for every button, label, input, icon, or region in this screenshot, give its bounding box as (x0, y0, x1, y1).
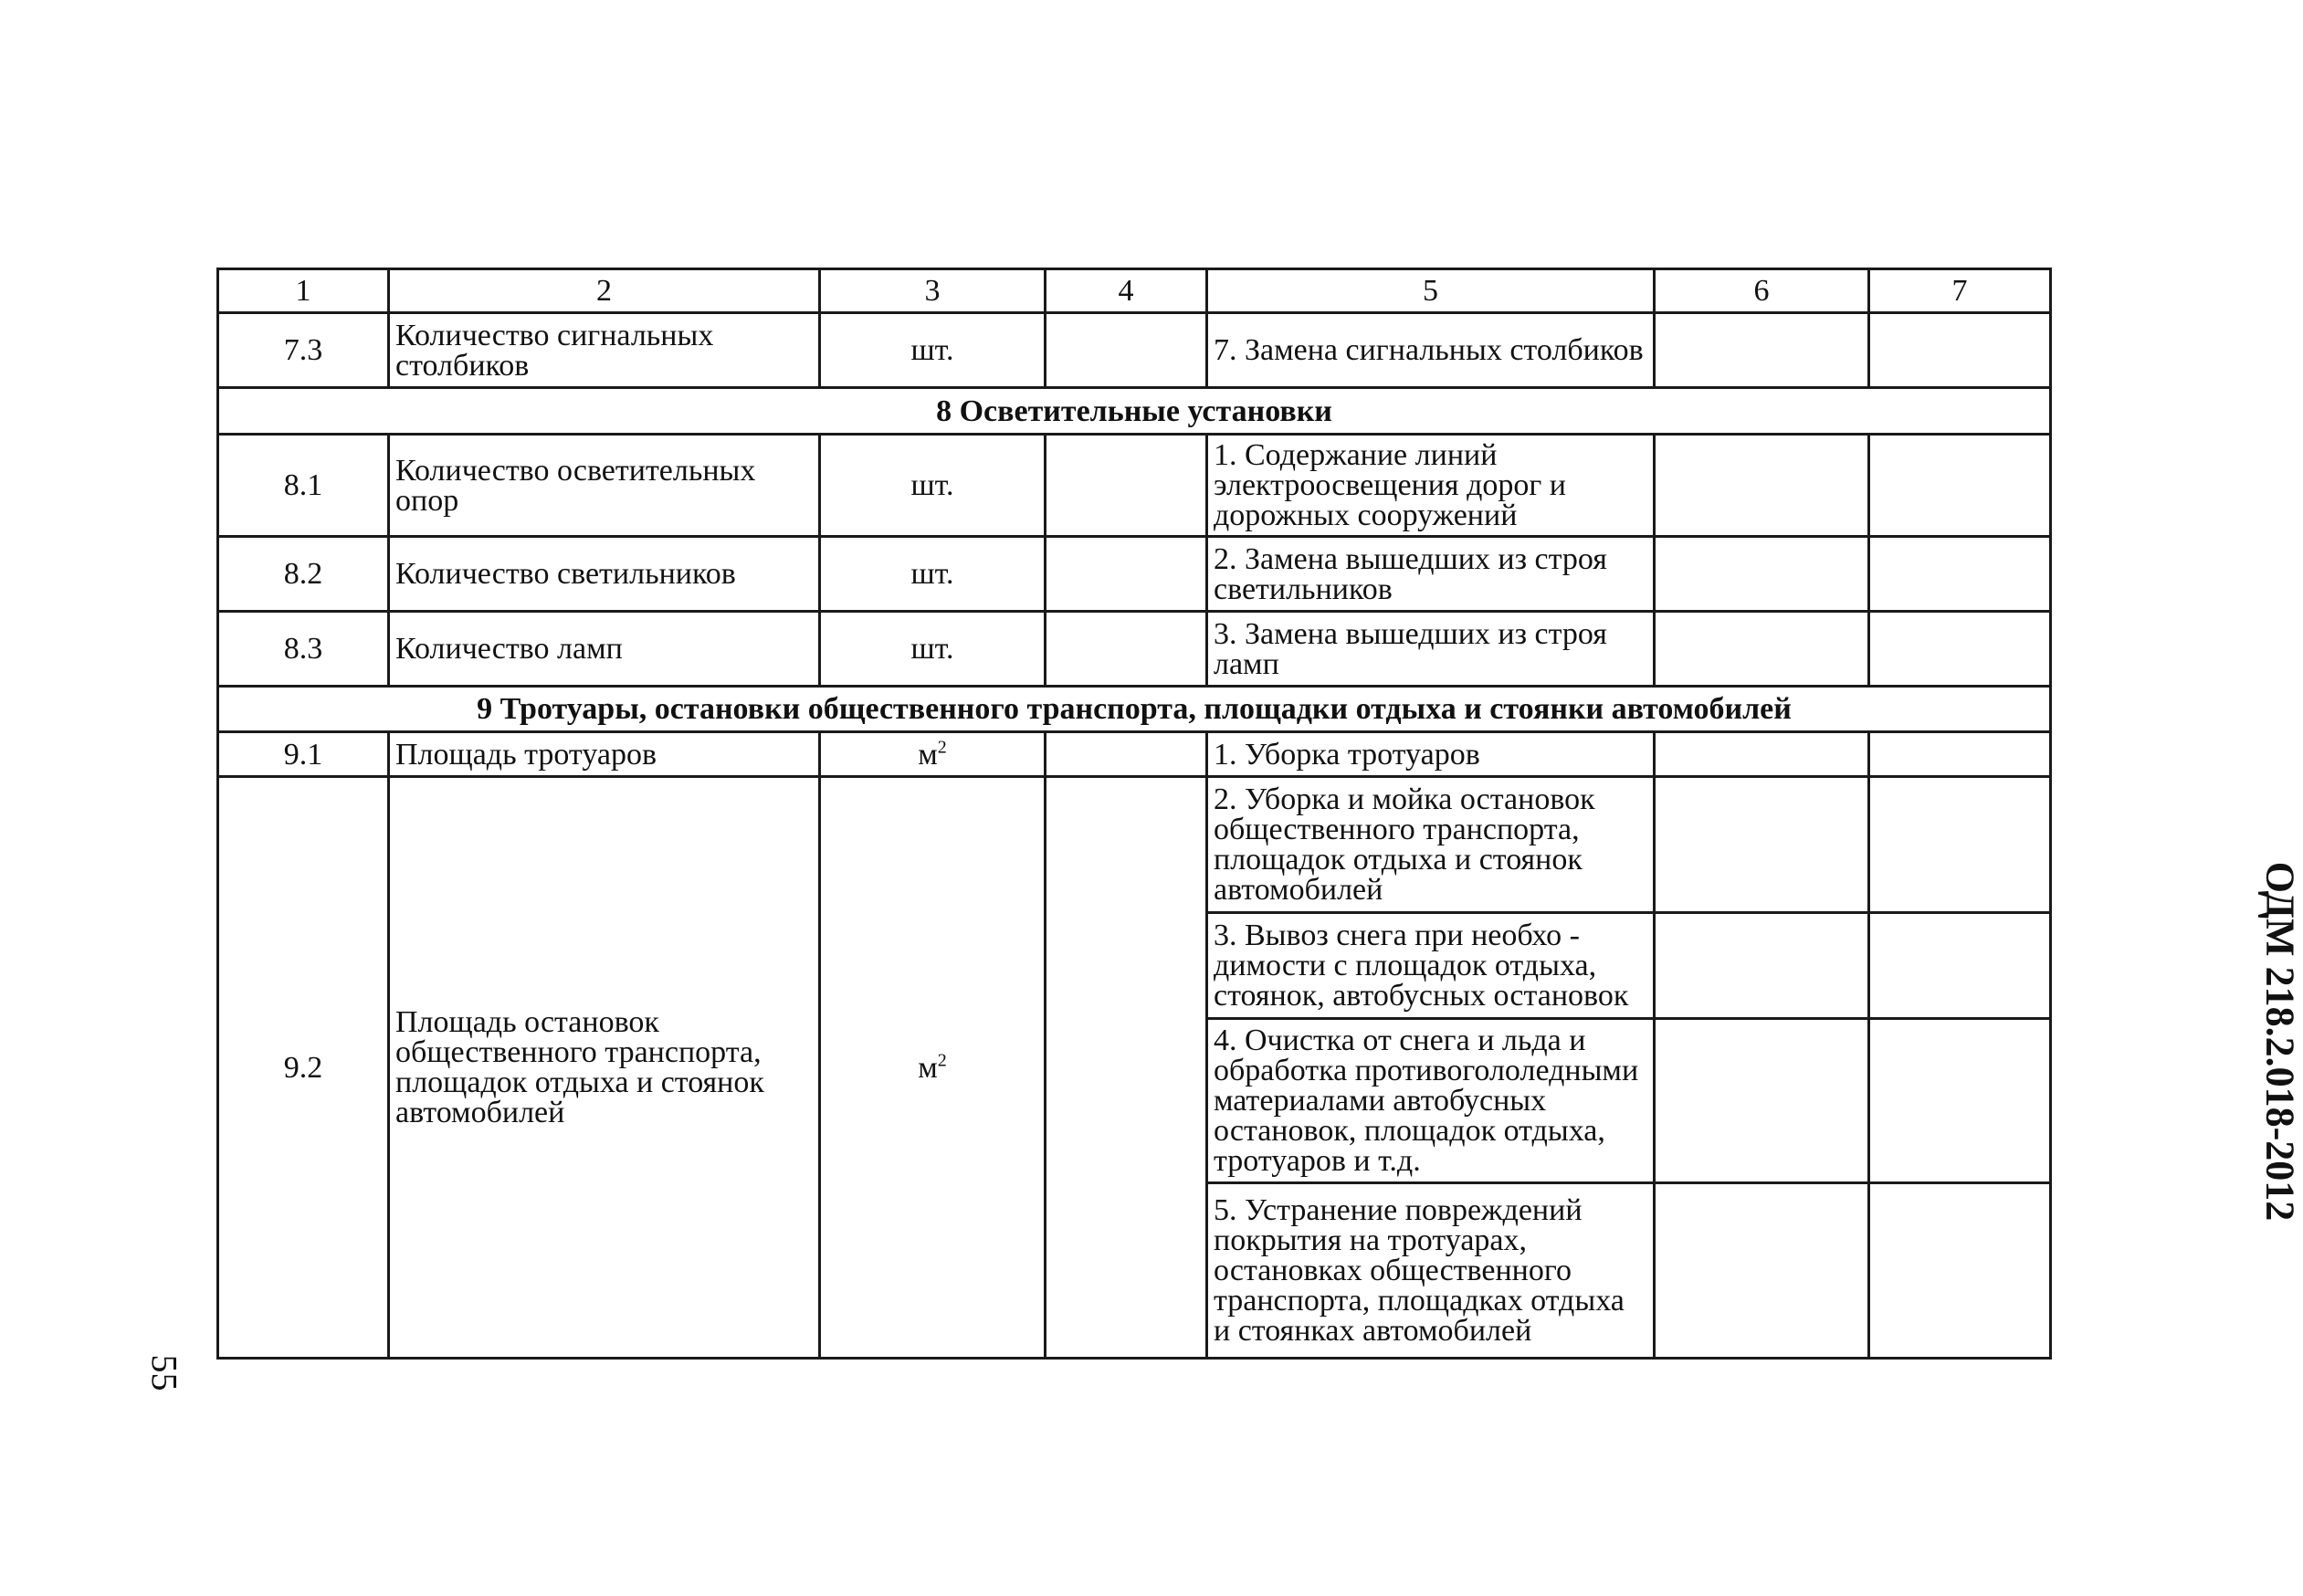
empty-cell (1869, 732, 2051, 777)
unit: шт. (820, 313, 1046, 388)
empty-cell (1869, 612, 2051, 687)
empty-cell (1655, 913, 1869, 1019)
empty-cell (1046, 435, 1207, 537)
work-type: 4. Очистка от снега и льда и обработка противогололедными материалами автобусных остановок, площадок отдыха, тротуаров и т.д. (1207, 1019, 1655, 1183)
table-row (218, 537, 2051, 612)
header-row (218, 269, 2051, 313)
table-row (218, 435, 2051, 537)
empty-cell (1046, 537, 1207, 612)
work-type: 2. Замена вышедших из строя светильников (1207, 537, 1655, 612)
empty-cell (1046, 732, 1207, 777)
work-type: 1. Уборка тротуаров (1207, 732, 1655, 777)
work-type: 7. Замена сигнальных столбиков (1207, 313, 1655, 388)
empty-cell (1655, 612, 1869, 687)
empty-cell (1655, 1183, 1869, 1359)
col-header-2: 2 (389, 269, 820, 313)
row-number: 8.2 (218, 537, 389, 612)
unit: шт. (820, 537, 1046, 612)
work-type: 5. Устранение повреждений покрытия на тротуарах, остановках общественного транспорта, площадках отдыха и стоянках автомобилей (1207, 1183, 1655, 1359)
empty-cell (1655, 732, 1869, 777)
work-type: 3. Вывоз снега при необхо - димости с площадок отдыха, стоянок, автобусных остановок (1207, 913, 1655, 1019)
empty-cell (1869, 537, 2051, 612)
indicator-name: Количество ламп (389, 612, 820, 687)
empty-cell (1046, 777, 1207, 1359)
col-header-5: 5 (1207, 269, 1655, 313)
empty-cell (1869, 777, 2051, 913)
section-heading: 9 Тротуары, остановки общественного транспорта, площадки отдыха и стоянки автомобилей (218, 687, 2051, 732)
indicator-name: Количество осветительных опор (389, 435, 820, 537)
row-number: 9.2 (218, 777, 389, 1359)
unit (820, 732, 1046, 777)
work-type: 3. Замена вышедших из строя ламп (1207, 612, 1655, 687)
unit-base: м (918, 737, 938, 772)
indicator-name: Площадь тротуаров (389, 732, 820, 777)
empty-cell (1655, 537, 1869, 612)
table-row (218, 777, 2051, 913)
table-row (218, 313, 2051, 388)
unit-superscript: 2 (937, 1050, 947, 1071)
col-header-3: 3 (820, 269, 1046, 313)
indicator-name: Количество светильников (389, 537, 820, 612)
page-number: 55 (143, 1354, 185, 1391)
work-type: 1. Содержание линий электроосвещения дорог и дорожных сооружений (1207, 435, 1655, 537)
unit (820, 777, 1046, 1359)
empty-cell (1869, 435, 2051, 537)
row-number: 8.3 (218, 612, 389, 687)
indicator-name: Площадь остановок общественного транспорта, площадок отдыха и стоянок автомобилей (389, 777, 820, 1359)
unit: шт. (820, 435, 1046, 537)
empty-cell (1869, 913, 2051, 1019)
empty-cell (1046, 612, 1207, 687)
empty-cell (1655, 313, 1869, 388)
indicator-name: Количество сигнальных столбиков (389, 313, 820, 388)
section-heading: 8 Осветительные установки (218, 388, 2051, 435)
col-header-7: 7 (1869, 269, 2051, 313)
works-table (216, 268, 2052, 1360)
work-type: 2. Уборка и мойка остановок общественного транспорта, площадок отдыха и стоянок автомобилей (1207, 777, 1655, 913)
empty-cell (1655, 777, 1869, 913)
unit: шт. (820, 612, 1046, 687)
col-header-1: 1 (218, 269, 389, 313)
col-header-6: 6 (1655, 269, 1869, 313)
unit-superscript: 2 (937, 737, 947, 758)
empty-cell (1869, 313, 2051, 388)
col-header-4: 4 (1046, 269, 1207, 313)
empty-cell (1869, 1183, 2051, 1359)
empty-cell (1655, 435, 1869, 537)
section-row (218, 388, 2051, 435)
section-row (218, 687, 2051, 732)
unit-base: м (918, 1050, 938, 1085)
empty-cell (1869, 1019, 2051, 1183)
table-row (218, 732, 2051, 777)
empty-cell (1046, 313, 1207, 388)
table-row (218, 612, 2051, 687)
empty-cell (1655, 1019, 1869, 1183)
document-code: ОДМ 218.2.018-2012 (2257, 861, 2303, 1222)
row-number: 7.3 (218, 313, 389, 388)
row-number: 9.1 (218, 732, 389, 777)
row-number: 8.1 (218, 435, 389, 537)
